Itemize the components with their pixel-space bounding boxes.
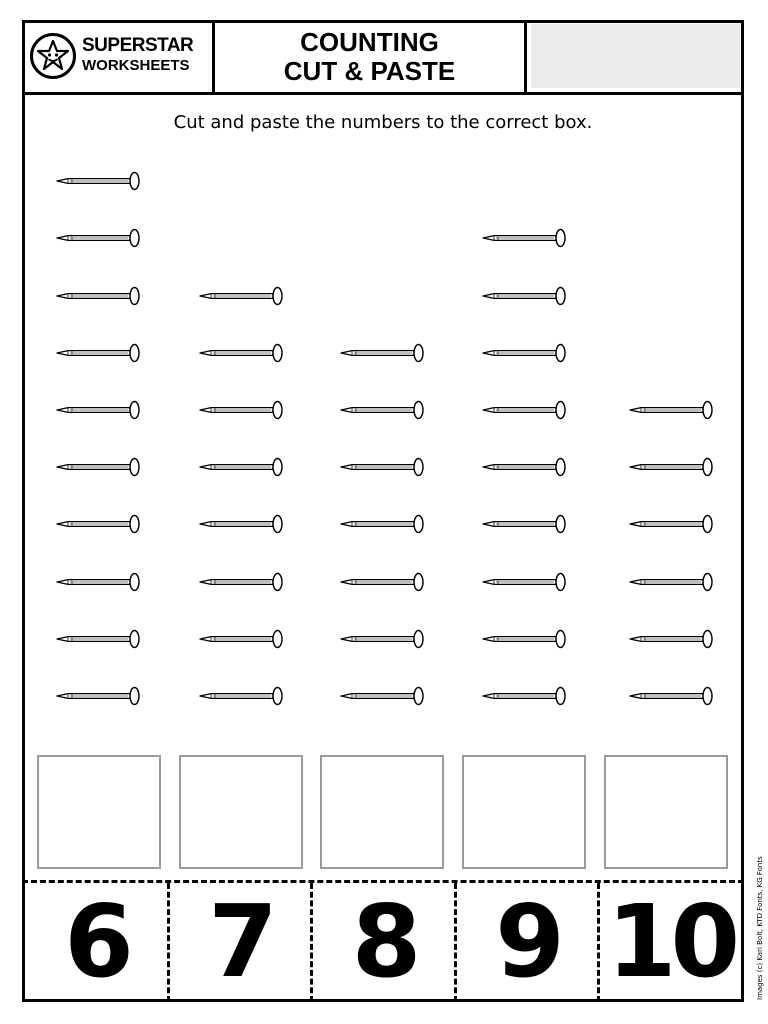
nail-icon xyxy=(56,285,140,307)
cut-number-5[interactable]: 10 xyxy=(606,882,735,1000)
nail-icon xyxy=(199,571,283,593)
nail-icon xyxy=(482,227,566,249)
nail-icon xyxy=(340,628,424,650)
nail-icon xyxy=(340,513,424,535)
nail-icon xyxy=(56,456,140,478)
logo-line2: WORKSHEETS xyxy=(82,57,190,74)
instruction-text: Cut and paste the numbers to the correct box. xyxy=(173,112,593,133)
nail-icon xyxy=(482,456,566,478)
nail-icon xyxy=(629,456,713,478)
nail-icon xyxy=(340,456,424,478)
nail-icon xyxy=(199,628,283,650)
cut-number-3[interactable]: 8 xyxy=(351,882,416,1000)
nail-icon xyxy=(340,571,424,593)
nail-icon xyxy=(56,513,140,535)
nail-icon xyxy=(482,628,566,650)
nail-icon xyxy=(199,456,283,478)
nail-icon xyxy=(629,628,713,650)
title-line1: COUNTING xyxy=(300,27,439,57)
cut-number-1[interactable]: 6 xyxy=(64,882,128,1000)
nail-icon xyxy=(56,227,140,249)
answer-box-3[interactable] xyxy=(320,755,444,869)
nail-icon xyxy=(482,571,566,593)
logo-line1: SUPERSTAR xyxy=(82,35,194,56)
nail-icon xyxy=(482,399,566,421)
answer-box-2[interactable] xyxy=(179,755,303,869)
nail-icon xyxy=(199,399,283,421)
nail-icon xyxy=(56,342,140,364)
nail-icon xyxy=(629,685,713,707)
answer-box-1[interactable] xyxy=(37,755,161,869)
nail-icon xyxy=(340,685,424,707)
image-credit: Images (c) Kari Bolt, KTD Fonts, KG Fonts xyxy=(756,856,764,1000)
nail-icon xyxy=(56,628,140,650)
cut-number-2[interactable]: 7 xyxy=(208,882,272,1000)
nail-icon xyxy=(199,342,283,364)
title-line2: CUT & PASTE xyxy=(283,56,456,86)
nail-icon xyxy=(482,342,566,364)
answer-box-5[interactable] xyxy=(604,755,728,869)
nail-icon xyxy=(340,399,424,421)
nail-icon xyxy=(56,685,140,707)
nail-icon xyxy=(56,170,140,192)
nail-icon xyxy=(56,571,140,593)
nail-icon xyxy=(199,685,283,707)
nail-icon xyxy=(482,685,566,707)
nail-icon xyxy=(629,513,713,535)
answer-box-4[interactable] xyxy=(462,755,586,869)
nail-icon xyxy=(199,285,283,307)
nail-icon xyxy=(629,571,713,593)
nail-icon xyxy=(629,399,713,421)
nail-icon xyxy=(56,399,140,421)
cut-number-4[interactable]: 9 xyxy=(495,882,559,1000)
nail-icon xyxy=(340,342,424,364)
nail-icon xyxy=(482,285,566,307)
nail-icon xyxy=(482,513,566,535)
nail-icon xyxy=(199,513,283,535)
